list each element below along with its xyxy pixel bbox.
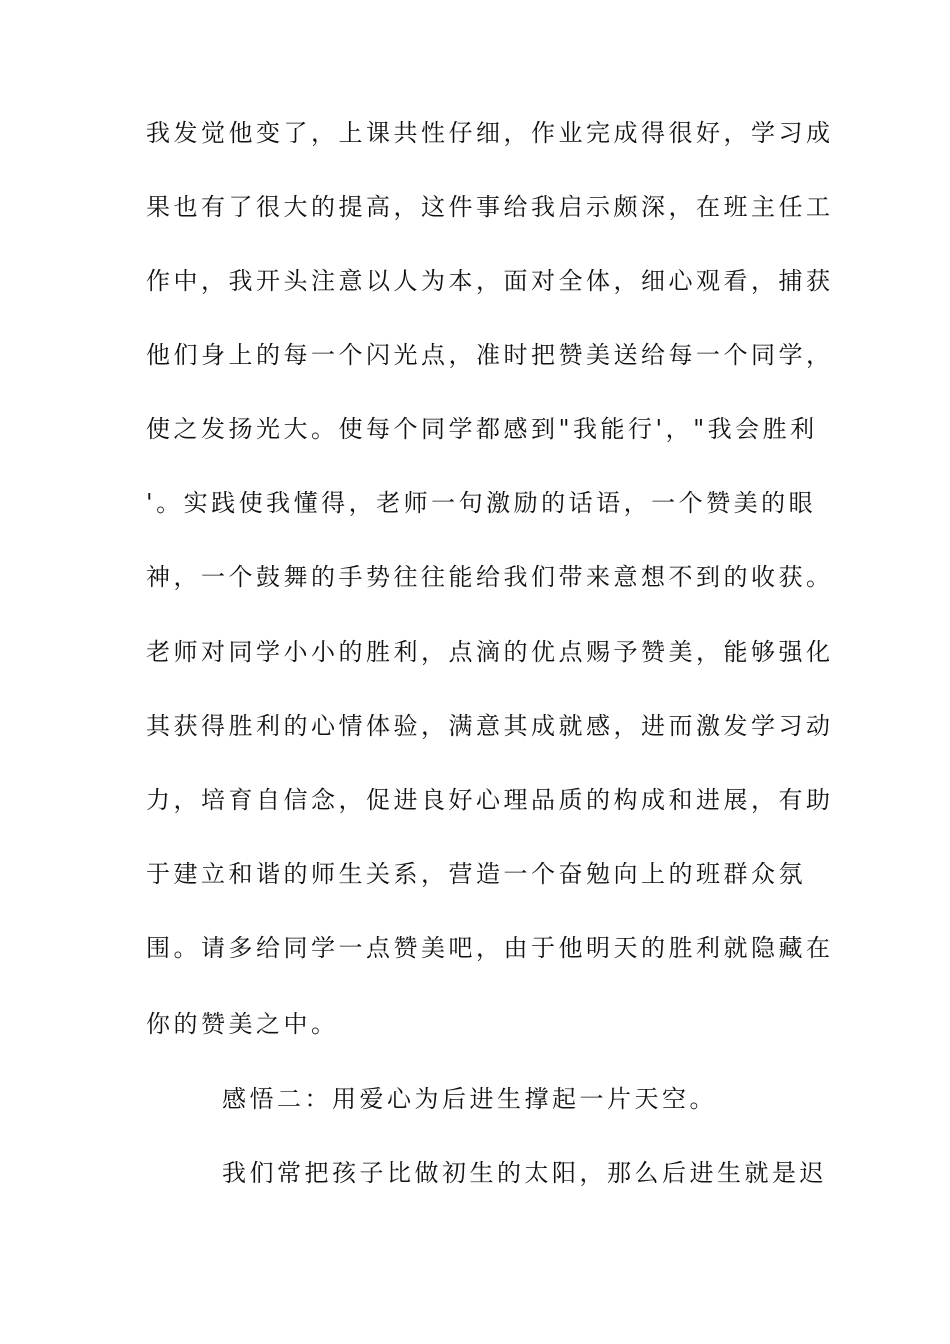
section-heading: 感悟二：用爱心为后进生撑起一片天空。 (222, 1085, 717, 1113)
text-line: 老师对同学小小的胜利，点滴的优点赐予赞美，能够强化 (146, 638, 834, 666)
text-line: 作中，我开头注意以人为本，面对全体，细心观看，捕获 (146, 267, 834, 295)
text-line: '。实践使我懂得，老师一句激励的话语，一个赞美的眼 (146, 489, 817, 517)
text-line: 我发觉他变了，上课共性仔细，作业完成得很好，学习成 (146, 119, 834, 147)
text-line: 你的赞美之中。 (146, 1010, 339, 1038)
text-line: 他们身上的每一个闪光点，准时把赞美送给每一个同学， (146, 341, 834, 369)
text-line: 力，培育自信念，促进良好心理品质的构成和进展，有助 (146, 786, 834, 814)
paragraph-start-line: 我们常把孩子比做初生的太阳，那么后进生就是迟 (222, 1159, 827, 1187)
text-line: 于建立和谐的师生关系，营造一个奋勉向上的班群众氛 (146, 860, 806, 888)
text-line: 神，一个鼓舞的手势往往能给我们带来意想不到的收获。 (146, 563, 834, 591)
text-line: 围。请多给同学一点赞美吧，由于他明天的胜利就隐藏在 (146, 934, 834, 962)
text-line: 果也有了很大的提高，这件事给我启示颇深，在班主任工 (146, 193, 834, 221)
text-line: 其获得胜利的心情体验，满意其成就感，进而激发学习动 (146, 712, 834, 740)
text-line: 使之发扬光大。使每个同学都感到"我能行'，"我会胜利 (146, 415, 818, 443)
